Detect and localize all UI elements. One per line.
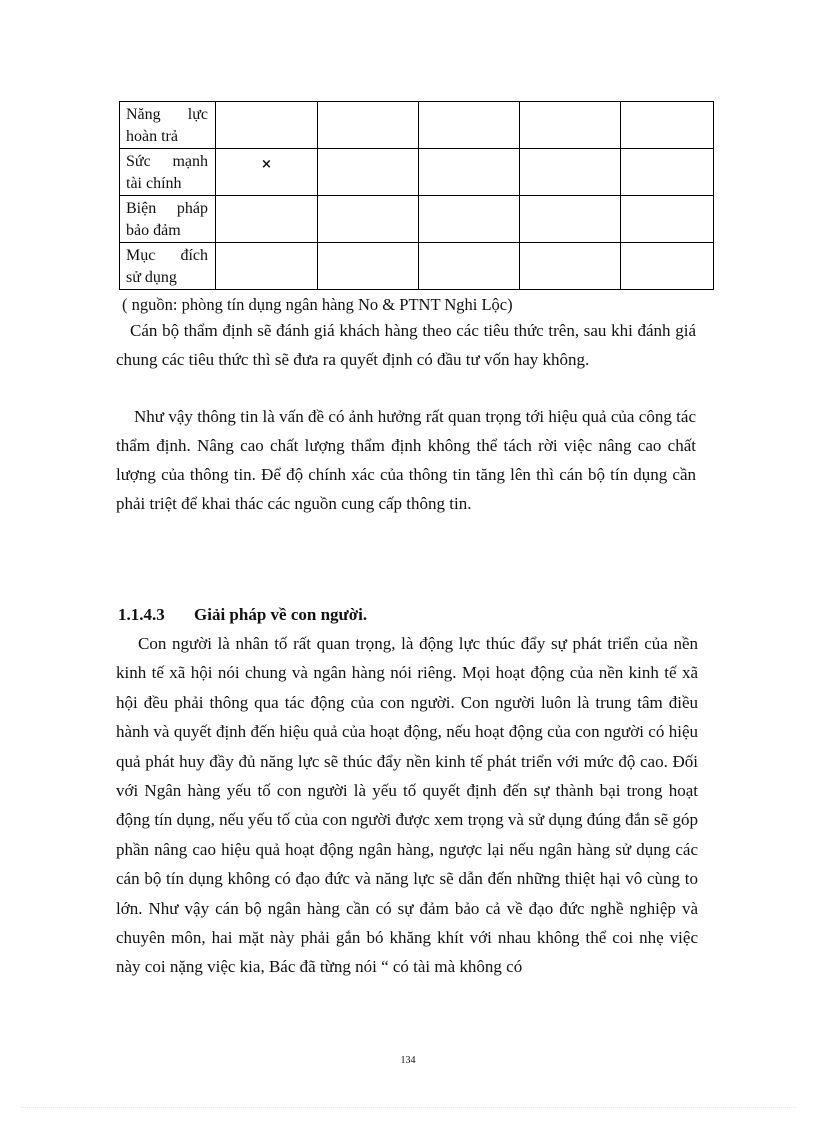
body-paragraph: Con người là nhân tố rất quan trọng, là động lực thúc đẩy sự phát triển của nền kinh tế xã hội nói chung và ngân hàng nói riêng. Mọi hoạt động của nền kinh tế xã hội đều phải thông qua tác động của con người. Con người luôn là trung tâm điều hành và quyết định đến hiệu quả của hoạt động, nếu hoạt động của con người có hiệu quả phát huy đầy đủ năng lực sẽ thúc đẩy nền kinh tế phát triển với mức độ cao. Đối với Ngân hàng yếu tố con người là yếu tố quyết định đến sự thành bại trong hoạt động tín dụng, nếu yếu tố của con người được xem trọng và sử dụng đúng đắn sẽ góp phần nâng cao hiệu quả hoạt động ngân hàng, ngược lại nếu ngân hàng sử dụng các cán bộ tín dụng không có đạo đức và năng lực sẽ dẫn đến những thiệt hại vô cùng to lớn. Như vậy cán bộ ngân hàng cần có sự đảm bảo cả về đạo đức nghề nghiệp và chuyên môn, hai mặt này phải gắn bó khăng khít với nhau không thể coi nhẹ việc này coi nặng việc kia, Bác đã từng nói “ có tài mà không có <box>116 634 698 977</box>
criterion-label: tài chính <box>126 175 182 192</box>
page-edge-divider <box>20 1107 796 1108</box>
criterion-label: hoàn trả <box>126 128 178 145</box>
criterion-label: Biện pháp <box>126 200 208 217</box>
rating-cell <box>318 102 419 149</box>
rating-mark: × <box>261 157 272 172</box>
criterion-label: Năng lực <box>126 106 208 123</box>
evaluation-table <box>119 101 714 290</box>
rating-cell <box>419 243 520 290</box>
table-row <box>120 102 714 149</box>
criterion-label: Sức mạnh <box>126 153 208 170</box>
page-number: 134 <box>400 1055 416 1066</box>
rating-mark <box>216 196 317 204</box>
rating-cell <box>216 102 318 149</box>
rating-cell <box>216 243 318 290</box>
body-paragraph: Như vậy thông tin là vấn đề có ảnh hưởng rất quan trọng tới hiệu quả của công tác thẩm định. Nâng cao chất lượng thẩm định không thể tách rời việc nâng cao chất lượng của thông tin. Để độ chính xác của thông tin tăng lên thì cán bộ tín dụng cần phải triệt để khai thác các nguồn cung cấp thông tin. <box>116 407 696 513</box>
rating-mark <box>216 102 317 110</box>
rating-cell <box>419 102 520 149</box>
criterion-label: Mục đích <box>126 247 208 264</box>
rating-cell <box>419 149 520 196</box>
section-title: Giải pháp về con người. <box>194 605 368 624</box>
table-row <box>120 149 714 196</box>
rating-cell <box>621 196 714 243</box>
rating-cell <box>216 149 318 196</box>
criterion-label: bảo đảm <box>126 222 181 239</box>
rating-cell <box>520 196 621 243</box>
section-heading <box>118 600 367 629</box>
rating-cell <box>621 149 714 196</box>
rating-cell <box>621 243 714 290</box>
rating-cell <box>520 149 621 196</box>
rating-cell <box>216 196 318 243</box>
rating-cell <box>621 102 714 149</box>
rating-cell <box>318 196 419 243</box>
criterion-label: sử dụng <box>126 269 177 286</box>
rating-cell <box>318 149 419 196</box>
section-number: 1.1.4.3 <box>118 605 165 624</box>
table-row <box>120 243 714 290</box>
criterion-cell <box>120 102 216 149</box>
rating-mark <box>216 243 317 251</box>
criterion-cell <box>120 243 216 290</box>
rating-cell <box>520 243 621 290</box>
rating-cell <box>318 243 419 290</box>
criterion-cell <box>120 149 216 196</box>
rating-cell <box>520 102 621 149</box>
body-paragraph: Cán bộ thẩm định sẽ đánh giá khách hàng theo các tiêu thức trên, sau khi đánh giá chung các tiêu thức thì sẽ đưa ra quyết định có đầu tư vốn hay không. <box>116 321 696 369</box>
table-source-note: ( nguồn: phòng tín dụng ngân hàng No & PTNT Nghi Lộc) <box>122 295 513 314</box>
criterion-cell <box>120 196 216 243</box>
rating-cell <box>419 196 520 243</box>
table-row <box>120 196 714 243</box>
